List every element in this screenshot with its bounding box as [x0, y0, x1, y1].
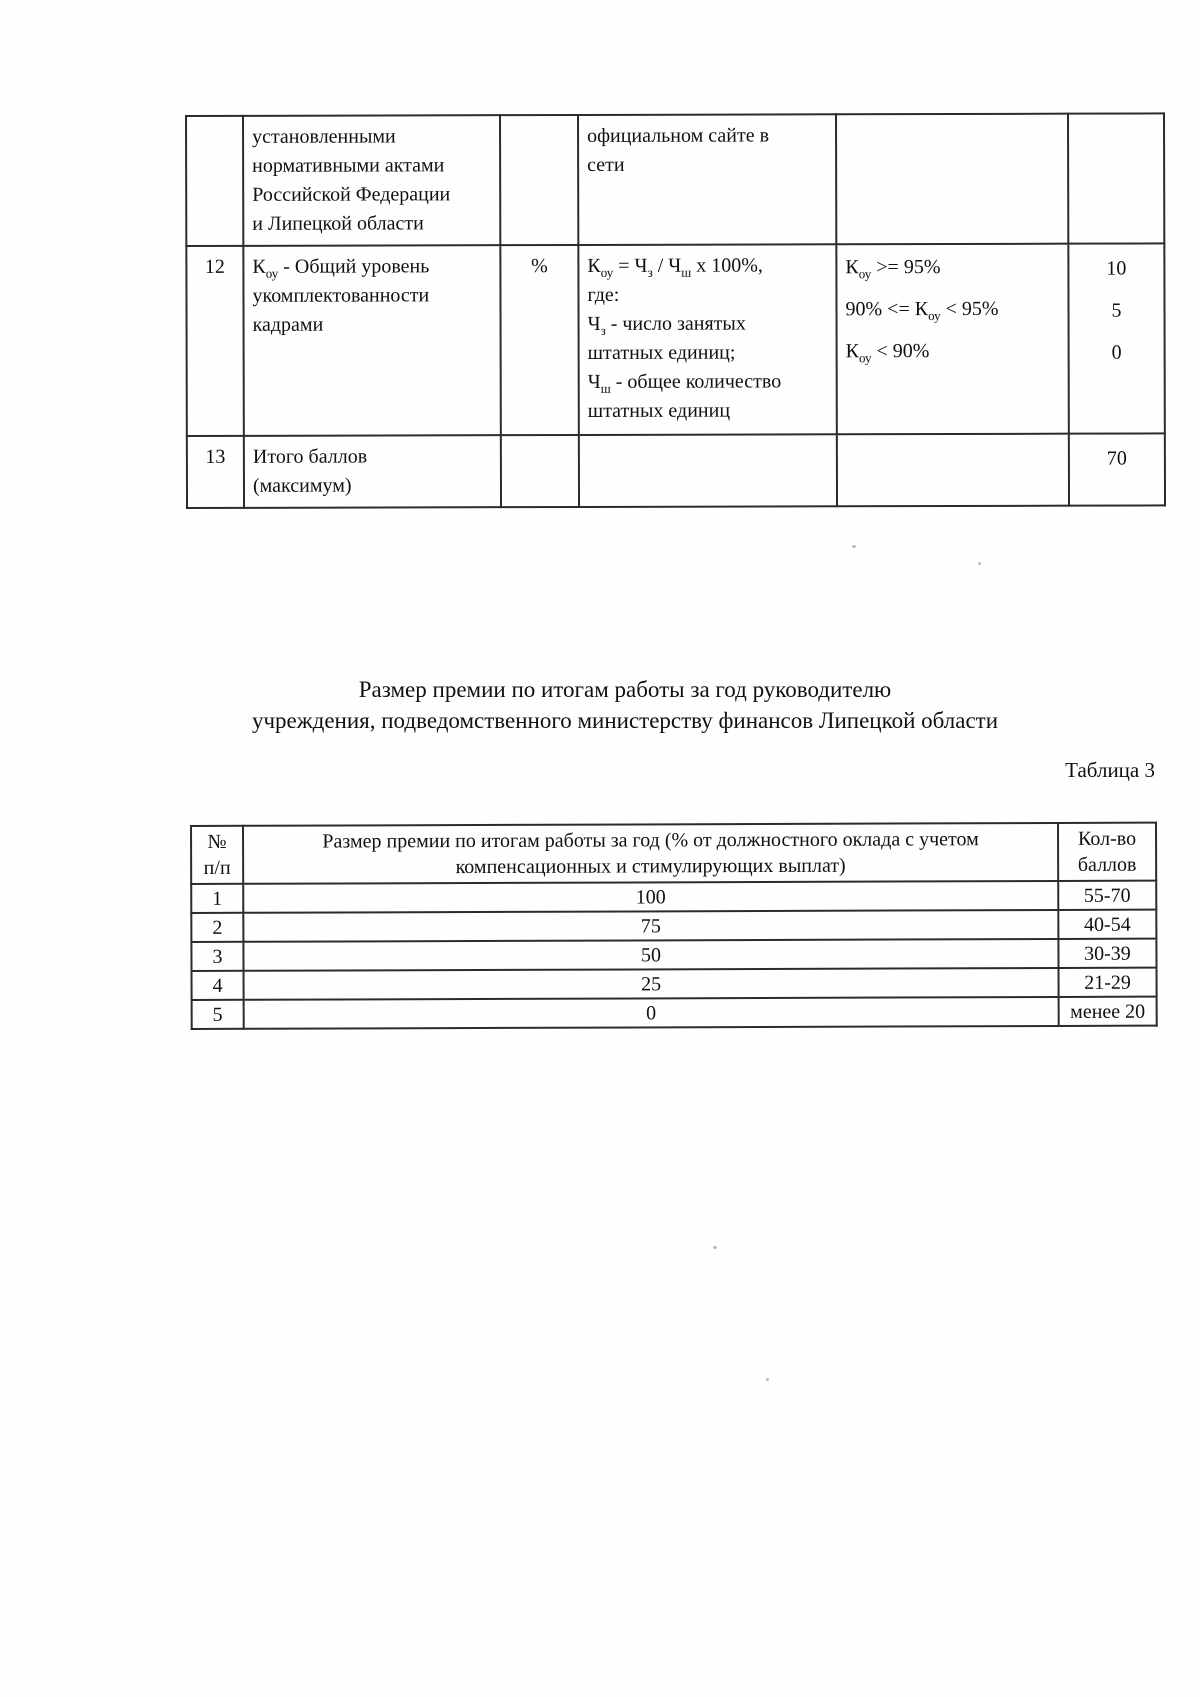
unit-cell: % — [500, 245, 578, 435]
premium-cell: 0 — [244, 997, 1059, 1029]
row-number-cell: 13 — [187, 436, 244, 508]
header-num-cell: № п/п — [191, 826, 243, 884]
header-points-cell: Кол-во баллов — [1058, 823, 1156, 881]
points-cell: 21-29 — [1059, 968, 1157, 997]
row-number-cell: 5 — [192, 1000, 244, 1029]
table-row — [187, 433, 1165, 508]
table-row — [191, 881, 1156, 913]
score-line: 0 — [1111, 341, 1122, 364]
formula-cell: $К_{оу} = Ч_з / Ч_ш$ х 100%, где: $Ч_з$ - число занятых штатных единиц; $Ч_ш$ - общее количество штатных единиц — [578, 244, 836, 435]
row-number-cell: 4 — [192, 971, 244, 1000]
scan-speck — [852, 545, 856, 548]
indicator-cell: установленными нормативными актами Российской Федерации и Липецкой области — [243, 115, 500, 246]
criterion-line: $90\% <= К_{оу} < 95\%$ — [845, 297, 999, 324]
criterion-line: $К_{оу} < 90\%$ — [845, 340, 930, 366]
unit-cell — [500, 115, 578, 245]
indicator-cell: Итого баллов (максимум) — [244, 435, 501, 508]
criterion-line: $К_{оу} >= 95\%$ — [845, 256, 941, 282]
scan-speck — [978, 562, 981, 565]
row-number-cell: 12 — [186, 246, 243, 436]
premium-cell: 75 — [243, 910, 1058, 942]
premium-cell: 100 — [243, 881, 1058, 913]
section-title-line1: Размер премии по итогам работы за год руководителю — [358, 677, 892, 702]
section-title — [100, 674, 1150, 736]
table-number-label: Таблица 3 — [1065, 758, 1155, 782]
criteria-cell — [837, 434, 1069, 507]
points-cell: менее 20 — [1059, 997, 1157, 1026]
row-number-cell: 2 — [191, 913, 243, 942]
premium-table — [190, 822, 1158, 1030]
points-cell: 40-54 — [1058, 910, 1156, 939]
scan-speck — [766, 1378, 769, 1381]
scan-speck — [713, 1246, 717, 1249]
table-row — [186, 243, 1164, 436]
row-number-cell: 1 — [191, 884, 243, 913]
score-cell — [1068, 113, 1164, 243]
formula-cell: официальном сайте в сети — [578, 114, 836, 245]
section-title-line2: учреждения, подведомственного министерству финансов Липецкой области — [251, 708, 999, 733]
score-line: 10 — [1106, 257, 1127, 280]
table-row — [186, 113, 1164, 246]
premium-cell: 25 — [244, 968, 1059, 1000]
criteria-cell — [836, 244, 1068, 435]
score-cell — [1068, 243, 1164, 433]
table-row — [191, 939, 1156, 971]
points-cell: 55-70 — [1058, 881, 1156, 910]
score-line: 5 — [1111, 299, 1122, 322]
row-number-cell — [186, 116, 243, 246]
criteria-cell — [836, 114, 1068, 245]
table-row — [192, 997, 1157, 1029]
table-header-row — [191, 823, 1156, 884]
header-description-cell: Размер премии по итогам работы за год (% от должностного оклада с учетом компенсационных и стимулирующих выплат) — [243, 823, 1058, 884]
unit-cell — [501, 435, 579, 507]
indicators-table — [185, 112, 1166, 509]
table-row — [191, 910, 1156, 942]
premium-cell: 50 — [243, 939, 1058, 971]
formula-cell — [579, 434, 837, 507]
row-number-cell: 3 — [191, 942, 243, 971]
score-cell: 70 — [1069, 433, 1165, 505]
points-cell: 30-39 — [1058, 939, 1156, 968]
table-row — [192, 968, 1157, 1000]
indicator-cell: $К_{оу}$ - Общий уровень укомплектованности кадрами — [243, 245, 500, 436]
